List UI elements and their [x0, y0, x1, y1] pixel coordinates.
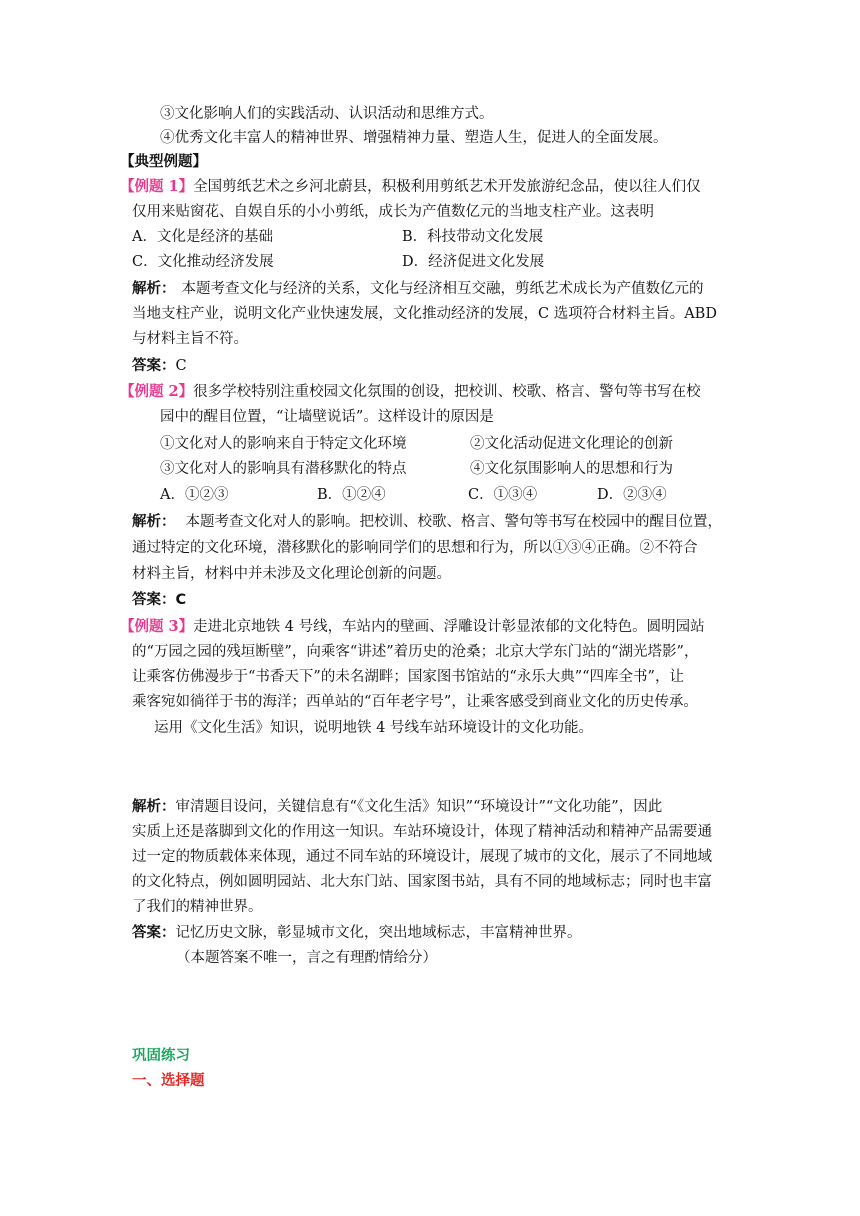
example-3-scoring-note: （本题答案不唯一，言之有理酌情给分） — [176, 950, 437, 966]
example-1-question-line-2: 仅用来贴窗花、自娱自乐的小小剪纸，成长为产值数亿元的当地支柱产业。这表明 — [132, 204, 654, 220]
example-1-answer-label: 答案： — [132, 358, 176, 374]
intro-point-3: ③文化影响人们的实践活动、认识活动和思维方式。 — [160, 106, 494, 122]
example-1-answer: 答案：C — [132, 358, 187, 374]
example-3-question-line-5: 运用《文化生活》知识，说明地铁 4 号线车站环境设计的文化功能。 — [154, 720, 593, 736]
example-1-question-line-1: 【例题 1】全国剪纸艺术之乡河北蔚县，积极利用剪纸艺术开发旅游纪念品，使以往人们仅 — [120, 178, 701, 195]
example-3-question-line-3: 让乘客仿佛漫步于“书香天下”的未名湖畔；国家图书馆站的“永乐大典”“四库全书”，让 — [132, 669, 684, 685]
example-2-item-2: ②文化活动促进文化理论的创新 — [470, 436, 673, 452]
example-3-answer: 答案：记忆历史文脉，彰显城市文化，突出地域标志，丰富精神世界。 — [132, 925, 582, 941]
example-2-option-c: C．①③④ — [468, 487, 538, 503]
example-2-answer-label: 答案： — [132, 592, 176, 608]
example-2-question-line-1: 【例题 2】很多学校特别注重校园文化氛围的创设，把校训、校歌、格言、警句等书写在校 — [120, 383, 701, 400]
section-title-typical-examples: 【典型例题】 — [120, 153, 207, 170]
example-2-analysis-label: 解析： — [132, 514, 176, 530]
example-3-analysis-line-1: 解析：审清题目设问，关键信息有“《文化生活》知识”“环境设计”“文化功能”，因此 — [132, 799, 663, 815]
example-2-option-b: B．①②④ — [317, 487, 386, 503]
example-2-item-1: ①文化对人的影响来自于特定文化环境 — [160, 436, 407, 452]
example-1-label: 【例题 1】 — [120, 178, 194, 195]
example-3-analysis-label: 解析： — [132, 799, 176, 815]
example-3-question-line-2: 的“万园之园的残垣断壁”，向乘客“讲述”着历史的沧桑；北京大学东门站的“湖光塔影”， — [132, 644, 699, 660]
example-3-analysis-line-2: 实质上还是落脚到文化的作用这一知识。车站环境设计，体现了精神活动和精神产品需要通 — [132, 824, 712, 840]
example-3-analysis-line-4: 的文化特点，例如圆明园站、北大东门站、国家图书站，具有不同的地域标志；同时也丰富 — [132, 874, 712, 890]
example-2-option-a: A．①②③ — [160, 487, 229, 503]
example-2-option-d: D．②③④ — [597, 487, 667, 503]
example-2-item-4: ④文化氛围影响人的思想和行为 — [470, 461, 673, 477]
example-1-analysis-line-1: 解析： 本题考查文化与经济的关系，文化与经济相互交融，剪纸艺术成长为产值数亿元的 — [132, 281, 704, 297]
example-2-item-3: ③文化对人的影响具有潜移默化的特点 — [160, 461, 407, 477]
example-3-question-line-4: 乘客宛如徜徉于书的海洋；西单站的“百年老字号”，让乘客感受到商业文化的历史传承。 — [132, 694, 698, 710]
example-3-question-line-1: 【例题 3】走进北京地铁 4 号线，车站内的壁画、浮雕设计彰显浓郁的文化特色。圆明园站 — [120, 618, 705, 635]
section-1-title: 一、选择题 — [132, 1073, 205, 1089]
example-2-label: 【例题 2】 — [120, 383, 194, 400]
example-3-label: 【例题 3】 — [120, 618, 194, 635]
example-3-analysis-line-3: 过一定的物质载体来体现，通过不同车站的环境设计，展现了城市的文化，展示了不同地域 — [132, 849, 712, 865]
example-1-option-c: C．文化推动经济发展 — [132, 254, 274, 270]
example-2-answer: 答案：C — [132, 592, 187, 608]
example-3-analysis-line-5: 了我们的精神世界。 — [132, 899, 263, 915]
example-2-question-line-2: 园中的醒目位置，“让墙壁说话”。这样设计的原因是 — [160, 409, 494, 425]
practice-title: 巩固练习 — [132, 1048, 190, 1064]
example-1-analysis-line-2: 当地支柱产业，说明文化产业快速发展，文化推动经济的发展，C 选项符合材料主旨。ABD — [132, 306, 717, 322]
intro-point-4: ④优秀文化丰富人的精神世界、增强精神力量、塑造人生，促进人的全面发展。 — [160, 130, 668, 146]
example-1-analysis-line-3: 与材料主旨不符。 — [132, 331, 248, 347]
example-2-analysis-line-1: 解析： 本题考查文化对人的影响。把校训、校歌、格言、警句等书写在校园中的醒目位置， — [132, 514, 722, 530]
example-2-analysis-line-2: 通过特定的文化环境，潜移默化的影响同学们的思想和行为，所以①③④正确。②不符合 — [132, 540, 698, 556]
example-1-option-b: B．科技带动文化发展 — [402, 229, 544, 245]
example-1-option-a: A．文化是经济的基础 — [132, 229, 273, 245]
example-3-answer-label: 答案： — [132, 925, 176, 941]
example-1-option-d: D．经济促进文化发展 — [402, 254, 545, 270]
example-2-analysis-line-3: 材料主旨，材料中并未涉及文化理论创新的问题。 — [132, 566, 451, 582]
example-1-analysis-label: 解析： — [132, 281, 176, 297]
